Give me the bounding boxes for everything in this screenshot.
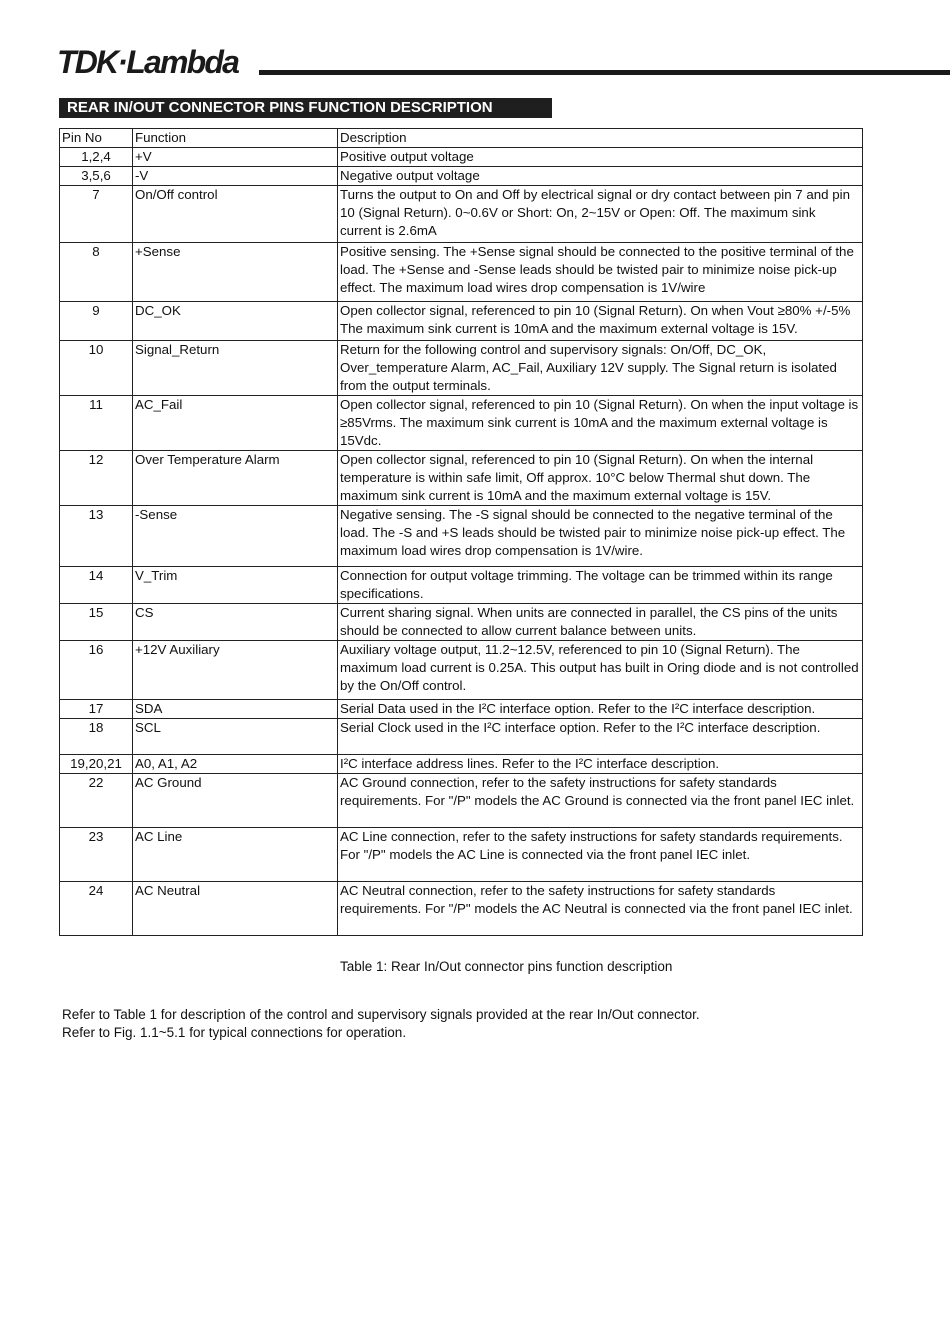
table-row [60,506,863,567]
description-cell: Connection for output voltage trimming. The voltage can be trimmed within its range specifications. [338,567,863,604]
table-body [60,148,863,936]
description-cell: Open collector signal, referenced to pin 10 (Signal Return). On when the input voltage is ≥85Vrms. The maximum sink current is 10mA and the maximum external voltage is 15Vdc. [338,396,863,451]
header-pin-no: Pin No [60,129,133,148]
description-cell: Positive sensing. The +Sense signal should be connected to the positive terminal of the load. The +Sense and -Sense leads should be twisted pair to minimize noise pick-up effect. The maximum load wires drop compensation is 1V/wire [338,243,863,302]
pin-cell: 3,5,6 [60,167,133,186]
function-cell: V_Trim [133,567,338,604]
pin-cell: 1,2,4 [60,148,133,167]
pin-cell: 16 [60,641,133,700]
description-cell: Positive output voltage [338,148,863,167]
section-title: REAR IN/OUT CONNECTOR PINS FUNCTION DESCRIPTION [59,98,552,118]
header-description: Description [338,129,863,148]
pin-cell: 19,20,21 [60,755,133,774]
description-cell: AC Line connection, refer to the safety instructions for safety standards requirements. For "/P" models the AC Line is connected via the front panel IEC inlet. [338,828,863,882]
function-cell: AC_Fail [133,396,338,451]
table-row [60,167,863,186]
table-header-row [60,129,863,148]
brand-logo: TDK·Lambda [57,44,239,80]
table-row [60,700,863,719]
table-row [60,882,863,936]
function-cell: +12V Auxiliary [133,641,338,700]
pin-cell: 14 [60,567,133,604]
description-cell: AC Neutral connection, refer to the safety instructions for safety standards requirements. For "/P" models the AC Neutral is connected via the front panel IEC inlet. [338,882,863,936]
description-cell: Auxiliary voltage output, 11.2~12.5V, referenced to pin 10 (Signal Return). The maximum load current is 0.25A. This output has built in Oring diode and is not controlled by the On/Off control. [338,641,863,700]
table-row [60,604,863,641]
function-cell: SCL [133,719,338,755]
pin-cell: 15 [60,604,133,641]
header-rule [259,70,950,75]
function-cell: Over Temperature Alarm [133,451,338,506]
table-row [60,451,863,506]
table-row [60,774,863,828]
table-row [60,302,863,341]
pin-cell: 23 [60,828,133,882]
description-cell: Open collector signal, referenced to pin 10 (Signal Return). On when the internal temperature is within safe limit, Off approx. 10°C below Thermal shut down. The maximum sink current is 10mA and the maximum external voltage is 15V. [338,451,863,506]
description-cell: Negative sensing. The -S signal should be connected to the negative terminal of the load. The -S and +S leads should be twisted pair to minimize noise pick-up effect. The maximum load wires drop compensation is 1V/wire. [338,506,863,567]
pin-cell: 11 [60,396,133,451]
description-cell: AC Ground connection, refer to the safety instructions for safety standards requirements. For "/P" models the AC Ground is connected via the front panel IEC inlet. [338,774,863,828]
note-line: Refer to Table 1 for description of the control and supervisory signals provided at the rear In/Out connector. [62,1007,700,1022]
pin-cell: 18 [60,719,133,755]
description-cell: Open collector signal, referenced to pin 10 (Signal Return). On when Vout ≥80% +/-5% The maximum sink current is 10mA and the maximum external voltage is 15V. [338,302,863,341]
description-cell: Negative output voltage [338,167,863,186]
pin-cell: 24 [60,882,133,936]
table-row [60,186,863,243]
table-row [60,396,863,451]
description-cell: Turns the output to On and Off by electrical signal or dry contact between pin 7 and pin 10 (Signal Return). 0~0.6V or Short: On, 2~15V or Open: Off. The maximum sink current is 2.6mA [338,186,863,243]
function-cell: CS [133,604,338,641]
description-cell: Return for the following control and supervisory signals: On/Off, DC_OK, Over_temperature Alarm, AC_Fail, Auxiliary 12V supply. The Signal return is isolated from the output terminals. [338,341,863,396]
function-cell: A0, A1, A2 [133,755,338,774]
table-row [60,641,863,700]
pin-cell: 7 [60,186,133,243]
table-row [60,341,863,396]
pin-cell: 8 [60,243,133,302]
function-cell: AC Neutral [133,882,338,936]
table-row [60,243,863,302]
table-row [60,828,863,882]
header-function: Function [133,129,338,148]
table-row [60,148,863,167]
function-cell: -Sense [133,506,338,567]
description-cell: Serial Data used in the I²C interface option. Refer to the I²C interface description. [338,700,863,719]
description-cell: I²C interface address lines. Refer to the I²C interface description. [338,755,863,774]
function-cell: SDA [133,700,338,719]
pins-table [59,128,863,936]
pin-cell: 17 [60,700,133,719]
description-cell: Serial Clock used in the I²C interface option. Refer to the I²C interface description. [338,719,863,755]
table-row [60,567,863,604]
function-cell: Signal_Return [133,341,338,396]
table-row [60,719,863,755]
notes [62,1006,700,1042]
pin-cell: 12 [60,451,133,506]
function-cell: +Sense [133,243,338,302]
function-cell: AC Ground [133,774,338,828]
pin-cell: 13 [60,506,133,567]
function-cell: AC Line [133,828,338,882]
function-cell: DC_OK [133,302,338,341]
table-caption: Table 1: Rear In/Out connector pins function description [340,959,673,974]
table-row [60,755,863,774]
description-cell: Current sharing signal. When units are connected in parallel, the CS pins of the units should be connected to allow current balance between units. [338,604,863,641]
pin-cell: 9 [60,302,133,341]
function-cell: On/Off control [133,186,338,243]
pin-cell: 22 [60,774,133,828]
function-cell: +V [133,148,338,167]
pin-cell: 10 [60,341,133,396]
note-line: Refer to Fig. 1.1~5.1 for typical connections for operation. [62,1025,407,1040]
function-cell: -V [133,167,338,186]
